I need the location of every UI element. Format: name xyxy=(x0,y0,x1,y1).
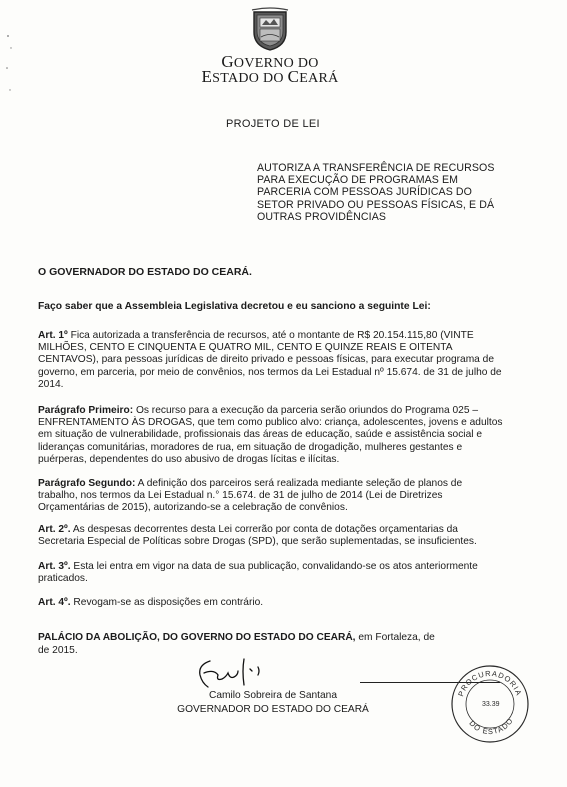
stamp-number: 33.39 xyxy=(482,701,500,708)
header-governo-line: GOVERNO DO xyxy=(221,52,319,71)
ementa xyxy=(257,162,503,223)
ementa-line: AUTORIZA A TRANSFERÊNCIA DE RECURSOS xyxy=(257,162,495,174)
article-text: Esta lei entra em vigor na data de sua publicação, convalidando-se os atos anteriormente praticados. xyxy=(38,561,478,585)
article-label: Art. 2º. xyxy=(38,524,71,535)
article-text: Revogam-se as disposições em contrário. xyxy=(70,597,264,608)
svg-text:DO ESTADO xyxy=(467,716,515,736)
svg-text:PROCURADORIA xyxy=(456,669,524,698)
article-text: Fica autorizada a transferência de recursos, até o montante de R$ 20.154.115,80 (VINTE MILHÕES, CENTO E CINQUENTA E QUATRO MIL, CENTO E QUINZE REAIS E OITENTA CENTAVOS), para pessoas jurídicas de direito privado e pessoas físicas, para executar programa de governo, em parceria, por meio de convênios, nos termos da Lei Estadual nº 15.674. de 31 de julho de 2014. xyxy=(38,330,502,390)
signer-title: GOVERNADOR DO ESTADO DO CEARÁ xyxy=(177,704,369,715)
article-1 xyxy=(38,330,504,391)
ementa-line: SETOR PRIVADO OU PESSOAS FÍSICAS, E DÁ xyxy=(257,198,495,211)
article-text: As despesas decorrentes desta Lei correrão por conta de dotações orçamentarias da Secretaria Especial de Políticas sobre Drogas (SPD), que serão suplementadas, se insuficientes. xyxy=(38,524,477,548)
article-label: Art. 3º. xyxy=(38,561,71,572)
article-3 xyxy=(38,561,504,585)
paragraph-text: A definição dos parceiros será realizada mediante seleção de planos de trabalho, nos termos da Lei Estadual n.° 15.674. de 31 de julho de 2014 (Lei de Diretrizes Orçamentárias de 2015), autorizando-se a celebração de convênios. xyxy=(38,478,463,514)
paragraph-label: Parágrafo Primeiro: xyxy=(38,405,134,416)
procuradoria-stamp-icon xyxy=(448,662,532,746)
state-coat-of-arms-icon xyxy=(248,6,292,52)
signer-name: Camilo Sobreira de Santana xyxy=(209,690,337,701)
ementa-line: OUTRAS PROVIDÊNCIAS xyxy=(257,210,387,223)
paragraph-text: Os recurso para a execução da parceria serão oriundos do Programa 025 – ENFRENTAMENTO ÀS DROGAS, que tem como publico alvo: criança, adolescentes, jovens e adultos em situação de vulnerabilidade, profissionais das áreas de educação, saúde e assistência social e lideranças comunitárias, moradores de rua, em situação de drogadição, mulheres gestantes e puérperas, dependentes do uso abusivo de drogas lícitas e ilícitas. xyxy=(38,405,503,465)
closing-year: de 2015. xyxy=(38,645,78,656)
paragraph-label: Parágrafo Segundo: xyxy=(38,478,136,489)
preamble: Faço saber que a Assembleia Legislativa decretou e eu sanciono a seguinte Lei: xyxy=(38,301,431,312)
paragraph-1 xyxy=(38,405,504,466)
article-label: Art. 4º. xyxy=(38,597,71,608)
closing-place-date: PALÁCIO DA ABOLIÇÃO, DO GOVERNO DO ESTADO DO CEARÁ, em Fortaleza, de xyxy=(38,632,435,643)
stamp-top-text: PROCURADORIA xyxy=(456,668,524,698)
header-estado-line: ESTADO DO CEARÁ xyxy=(201,67,339,86)
ementa-line: PARA EXECUÇÃO DE PROGRAMAS EM xyxy=(257,174,459,187)
article-2 xyxy=(38,524,504,548)
governor-heading: O GOVERNADOR DO ESTADO DO CEARÁ. xyxy=(38,266,252,278)
article-label: Art. 1º xyxy=(38,330,68,341)
stamp-bottom-text: DO ESTADO xyxy=(467,715,515,737)
margin-scan-marks xyxy=(2,30,16,100)
article-4 xyxy=(38,597,504,609)
document-type: PROJETO DE LEI xyxy=(226,118,320,130)
paragraph-2 xyxy=(38,478,504,515)
ementa-line: PARCERIA COM PESSOAS JURÍDICAS DO xyxy=(257,186,473,199)
